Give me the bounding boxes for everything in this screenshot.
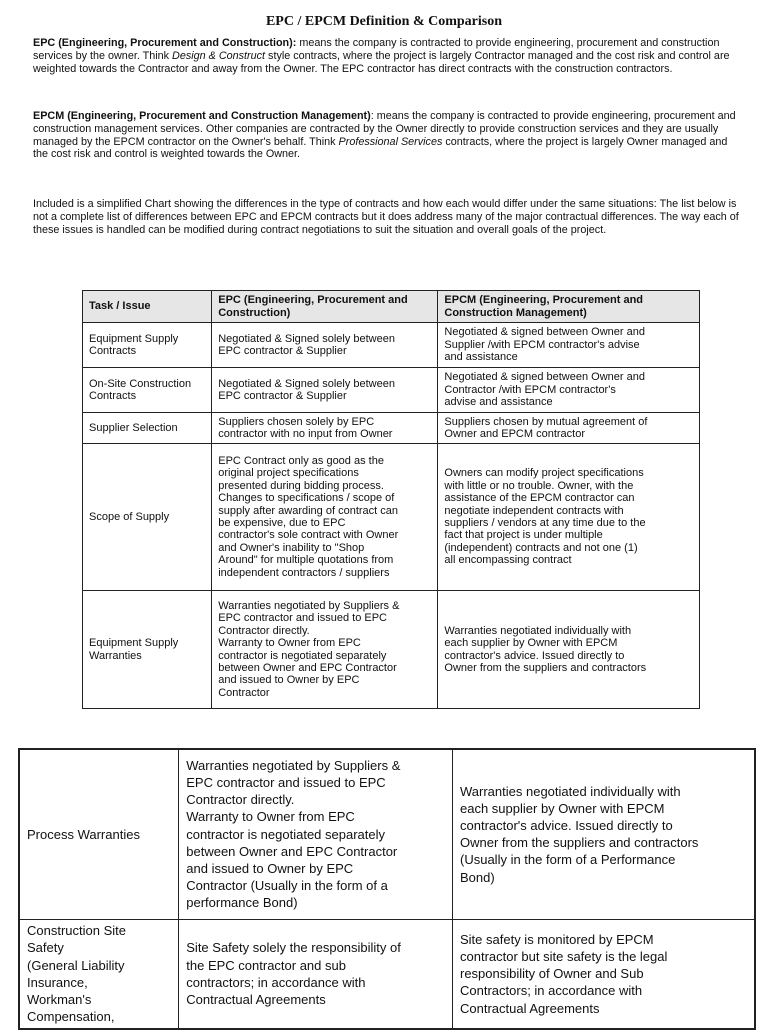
row-epc-text: Warranties negotiated by Suppliers & EPC contractor and issued to EPC Contractor directly. Warranty to Owner from EPC contractor is negotiated separately between Owner and EPC Contractor and issued to Owner by EPC Contractor: [218, 599, 400, 699]
comparison-table-lower: [18, 748, 756, 1030]
epc-term: EPC (Engineering, Procurement and Construction):: [33, 37, 297, 49]
row-epc-cell: [212, 591, 438, 709]
row-issue-text: Scope of Supply: [89, 510, 170, 523]
row-issue-cell: [83, 323, 212, 368]
table-header-row: [83, 291, 700, 323]
row-epcm-cell: [438, 368, 700, 413]
row-epc-cell: [212, 413, 438, 444]
row-epc-cell: [212, 323, 438, 368]
row-epc-cell: [212, 444, 438, 591]
row-issue-cell: [83, 368, 212, 413]
row-issue-cell: [83, 413, 212, 444]
row-issue-text: Supplier Selection: [89, 421, 178, 434]
epcm-term: EPCM (Engineering, Procurement and Construction Management): [33, 110, 371, 122]
row-epcm-text: Warranties negotiated individually with each supplier by Owner with EPCM contractor's advice. Issued directly to Owner from the suppliers and contractors: [444, 624, 647, 674]
comparison-table-upper: [82, 290, 700, 709]
row-epcm-text: Negotiated & signed between Owner and Contractor /with EPCM contractor's advise and assistance: [444, 371, 645, 409]
header-epcm: EPCM (Engineering, Procurement and Construction Management): [438, 291, 700, 323]
row-epcm-text: Negotiated & signed between Owner and Supplier /with EPCM contractor's advise and assistance: [444, 326, 645, 364]
table-row: [83, 413, 700, 444]
table-row: [19, 749, 755, 919]
row-issue-cell: [83, 444, 212, 591]
row-epcm-text: Warranties negotiated individually with each supplier by Owner with EPCM contractor's advice. Issued directly to Owner from the suppliers and contractors (Usually in the form of a Performance Bond): [460, 783, 699, 885]
epcm-definition-text-b: contracts, where the project is largely Owner managed and the cost risk and control is weighted towards the Owner.: [33, 135, 728, 161]
row-issue-text: On-Site Construction Contracts: [89, 377, 192, 402]
epc-definition-paragraph: [33, 37, 745, 75]
epcm-definition-emphasis: Professional Services: [338, 135, 443, 148]
row-issue-text: Process Warranties: [27, 826, 140, 842]
row-epcm-text: Site safety is monitored by EPCM contractor but site safety is the legal responsibility of Owner and Sub Contractors; in accordance with Contractual Agreements: [460, 931, 668, 1016]
row-epc-text: Site Safety solely the responsibility of the EPC contractor and sub contractors; in accordance with Contractual Agreements: [186, 940, 401, 1007]
epcm-definition-paragraph: [33, 110, 745, 161]
row-issue-text: Equipment Supply Contracts: [89, 332, 179, 357]
row-issue-cell: [19, 919, 179, 1029]
row-epcm-cell: [453, 919, 756, 1029]
chart-intro-paragraph: Included is a simplified Chart showing the differences in the type of contracts and how each would differ under the same situations: The list below is not a complete list of differences between EPC and EPCM contracts but it does address many of the major contractual differences. The way each of these issues is handled can be modified during contract negotiations to suit the situation and overall goals of the project.: [33, 198, 739, 236]
row-epcm-text: Owners can modify project specifications with little or no trouble. Owner, with the assistance of the EPCM contractor can negotiate independent contracts with suppliers / vendors at any time due to the fact that project is under multiple (independent) contracts and not one (1) all encompassing contract: [444, 467, 646, 567]
row-issue-cell: [19, 749, 179, 919]
row-issue-cell: [83, 591, 212, 709]
header-task-issue: Task / Issue: [83, 291, 212, 323]
row-epc-text: Negotiated & Signed solely between EPC contractor & Supplier: [218, 332, 395, 357]
row-epc-text: Suppliers chosen solely by EPC contractor with no input from Owner: [218, 415, 393, 440]
header-epc: EPC (Engineering, Procurement and Construction): [212, 291, 438, 323]
row-epc-text: Warranties negotiated by Suppliers & EPC contractor and issued to EPC Contractor directly. Warranty to Owner from EPC contractor is negotiated separately between Owner and EPC Contractor and issued to Owner by EPC Contractor (Usually in the form of a performance Bond): [186, 757, 401, 911]
row-epc-text: Negotiated & Signed solely between EPC contractor & Supplier: [218, 377, 395, 402]
table-row: [83, 323, 700, 368]
row-epcm-cell: [453, 749, 756, 919]
table-row: [83, 591, 700, 709]
row-epc-text: EPC Contract only as good as the original project specifications presented during bidding process. Changes to specifications / scope of supply after awarding of contract can be expensive, due to EPC contractor's sole contract with Owner and Owner's inability to "Shop Around" for multiple quotations from independent contractors / suppliers: [218, 454, 399, 579]
row-epcm-cell: [438, 591, 700, 709]
epc-definition-emphasis: Design & Construct: [172, 49, 266, 62]
row-epcm-cell: [438, 413, 700, 444]
table-row: [83, 368, 700, 413]
epcm-definition-text-a: : means the company is contracted to provide engineering, procurement and construction management services. Other companies are contracted by the Owner directly to provide construction services and they are usually managed by the EPCM contractor on the Owner's behalf. Think: [33, 110, 736, 148]
document-title: EPC / EPCM Definition & Comparison: [265, 14, 503, 29]
epc-definition-text-b: style contracts, where the project is largely Contractor managed and the cost risk and control are weighted towards the Contractor and away from the Owner. The EPC contractor has direct contracts with the construction contractors.: [33, 49, 730, 75]
row-issue-text: Construction Site Safety (General Liability Insurance, Workman's Compensation,: [27, 923, 126, 1025]
row-epcm-text: Suppliers chosen by mutual agreement of Owner and EPCM contractor: [444, 415, 648, 440]
row-epcm-cell: [438, 444, 700, 591]
row-epcm-cell: [438, 323, 700, 368]
row-issue-text: Equipment Supply Warranties: [89, 637, 179, 662]
row-epc-cell: [212, 368, 438, 413]
table-row: [83, 444, 700, 591]
table-row: [19, 919, 755, 1029]
row-epc-cell: [179, 749, 453, 919]
row-epc-cell: [179, 919, 453, 1029]
epc-definition-text-a: means the company is contracted to provide engineering, procurement and construction services by the owner. Think: [33, 37, 720, 62]
